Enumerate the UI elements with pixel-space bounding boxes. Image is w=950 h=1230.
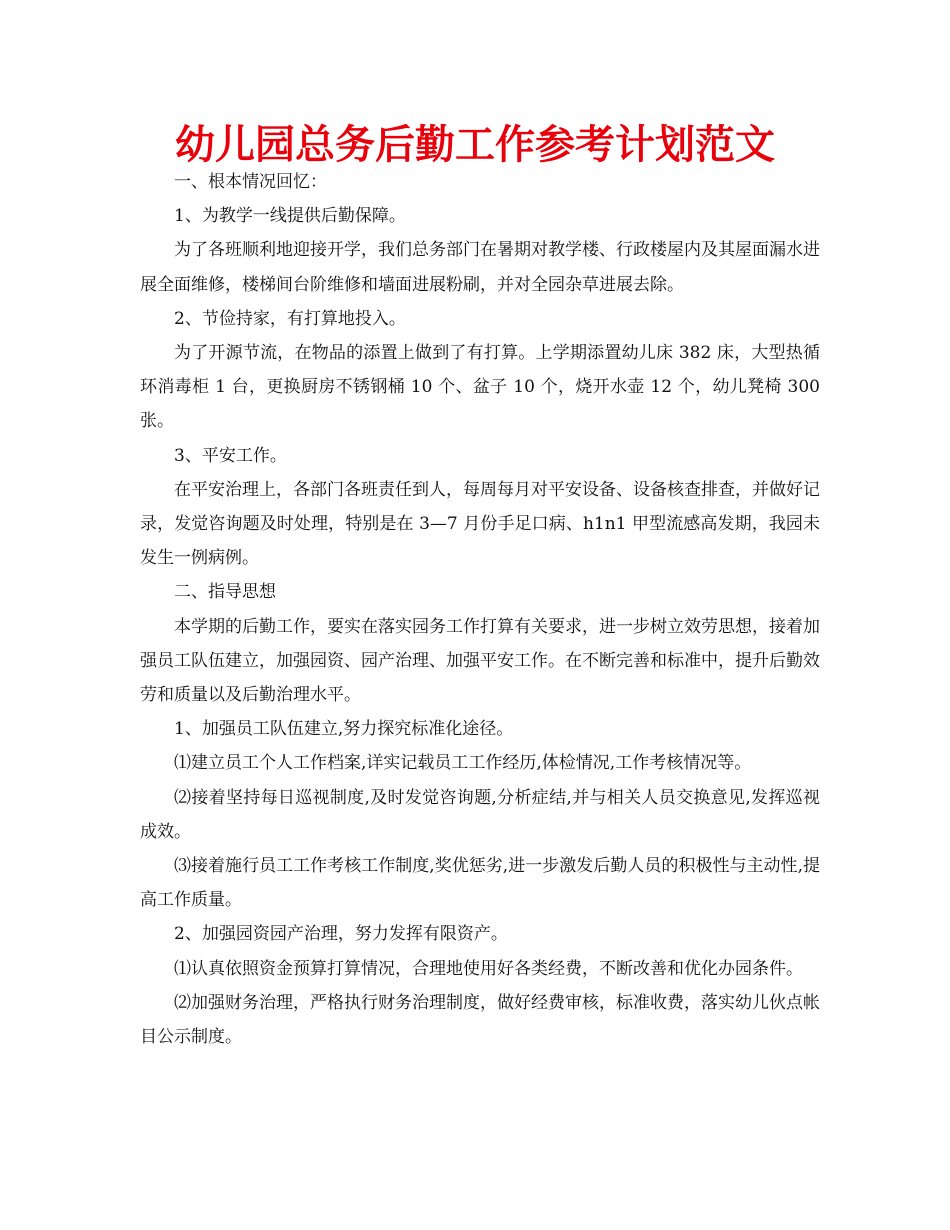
item-heading-2: 2、节俭持家，有打算地投入。 <box>174 308 406 329</box>
section-heading-basic-situation: 一、根本情况回忆： <box>174 172 327 192</box>
sub-item: ⑵接着坚持每日巡视制度,及时发觉咨询题,分析症结,并与相关人员交换意见,发挥巡视成效。 <box>140 787 820 842</box>
paragraph: 为了开源节流，在物品的添置上做到了有打算。上学期添置幼儿床 382 床，大型热循环消毒柜 1 台，更换厨房不锈钢桶 10 个、盆子 10 个，烧开水壶 12 个，幼儿凳椅 300 张。 <box>140 343 820 432</box>
document-title: 幼儿园总务后勤工作参考计划范文 <box>175 122 775 168</box>
sub-item: ⑶接着施行员工工作考核工作制度,奖优惩劣,进一步激发后勤人员的积极性与主动性,提高工作质量。 <box>140 856 820 911</box>
sub-item: ⑴建立员工个人工作档案,详实记载员工工作经历,体检情况,工作考核情况等。 <box>174 753 752 774</box>
item-heading-assets: 2、加强园资园产治理，努力发挥有限资产。 <box>174 924 508 945</box>
paragraph: 本学期的后勤工作，要实在落实园务工作打算有关要求，进一步树立效劳思想，接着加强员工队伍建立，加强园资、园产治理、加强平安工作。在不断完善和标准中，提升后勤效劳和质量以及后勤治理水平。 <box>140 616 820 706</box>
paragraph: 为了各班顺利地迎接开学，我们总务部门在暑期对教学楼、行政楼屋内及其屋面漏水进展全面维修，楼梯间台阶维修和墙面进展粉刷，并对全园杂草进展去除。 <box>140 240 820 295</box>
section-heading-guiding-ideology: 二、指导思想 <box>174 582 276 603</box>
paragraph: 在平安治理上，各部门各班责任到人，每周每月对平安设备、设备核查排查，并做好记录，发觉咨询题及时处理，特别是在 3—7 月份手足口病、h1n1 甲型流感高发期，我园未发生一例病例。 <box>140 479 820 569</box>
sub-item: ⑵加强财务治理，严格执行财务治理制度，做好经费审核，标准收费，落实幼儿伙点帐目公示制度。 <box>140 992 820 1048</box>
item-heading-1: 1、为教学一线提供后勤保障。 <box>174 206 406 227</box>
sub-item: ⑴认真依照资金预算打算情况，合理地使用好各类经费，不断改善和优化办园条件。 <box>174 958 803 979</box>
item-heading-staff: 1、加强员工队伍建立,努力探究标准化途径。 <box>174 719 514 740</box>
document-body <box>140 165 820 1054</box>
item-heading-3: 3、平安工作。 <box>174 445 287 466</box>
